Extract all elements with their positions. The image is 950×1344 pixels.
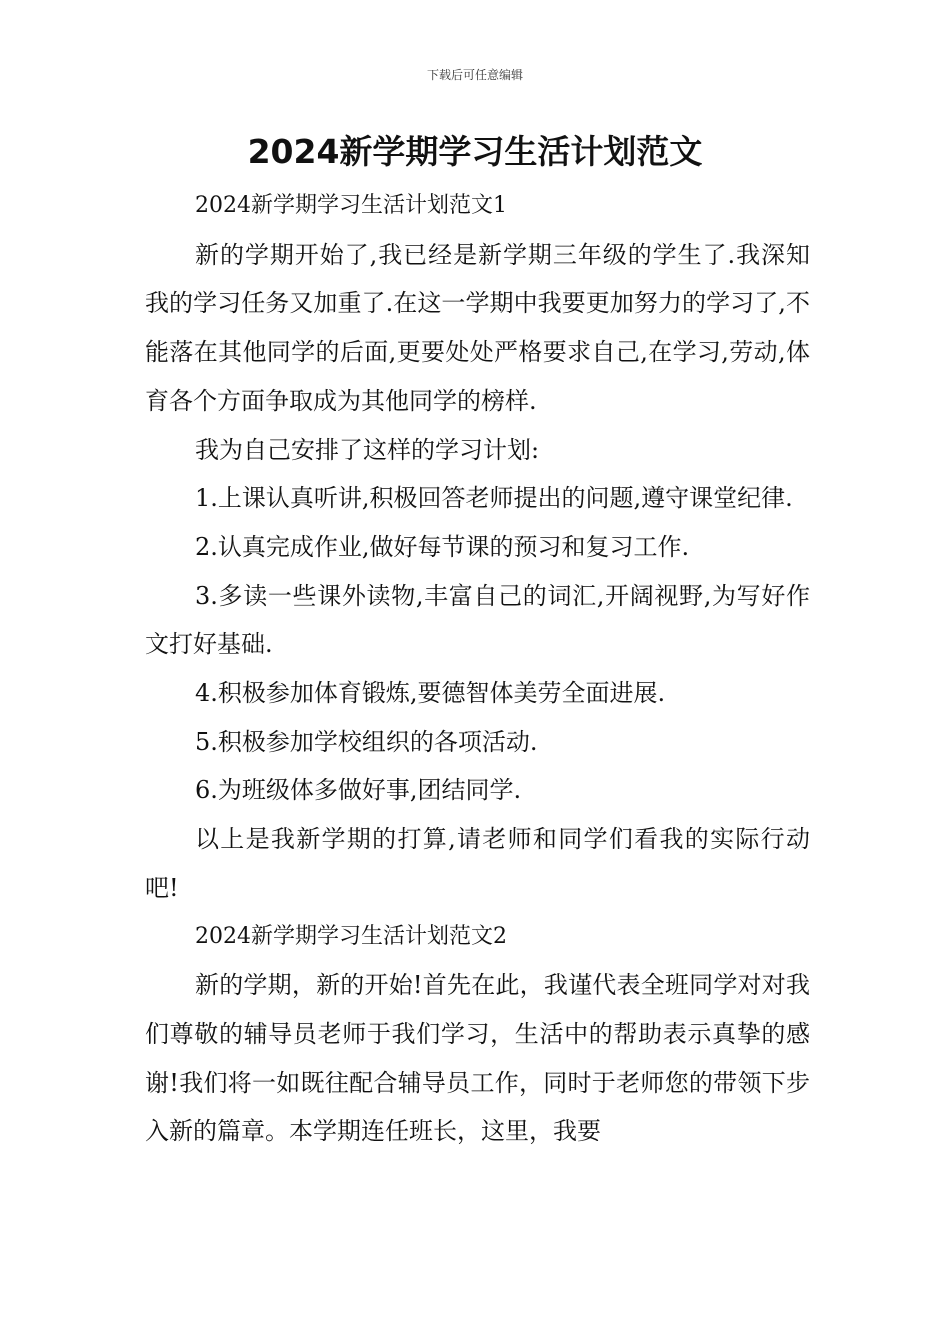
paragraph-intro: 新的学期开始了,我已经是新学期三年级的学生了.我深知我的学习任务又加重了.在这一学期中我要更加努力的学习了,不能落在其他同学的后面,更要处处严格要求自己,在学习,劳动,体育各个方面争取成为其他同学的榜样. [145, 240, 810, 415]
document-title: 2024新学期学习生活计划范文 [247, 132, 703, 171]
plan-item-5: 5.积极参加学校组织的各项活动. [195, 727, 538, 756]
plan-item-4: 4.积极参加体育锻炼,要德智体美劳全面进展. [195, 679, 666, 708]
document-body [145, 182, 810, 1156]
paragraph-closing: 以上是我新学期的打算,请老师和同学们看我的实际行动吧! [145, 825, 810, 902]
header-note: 下载后可任意编辑 [426, 68, 523, 82]
section-heading-1: 2024新学期学习生活计划范文1 [195, 193, 507, 218]
section-heading-2: 2024新学期学习生活计划范文2 [195, 923, 507, 949]
plan-item-1: 1.上课认真听讲,积极回答老师提出的问题,遵守课堂纪律. [195, 484, 793, 513]
paragraph-plan-lead: 我为自己安排了这样的学习计划: [195, 435, 540, 464]
paragraph-section-2: 新的学期，新的开始!首先在此，我谨代表全班同学对对我们尊敬的辅导员老师于我们学习，生活中的帮助表示真挚的感谢!我们将一如既往配合辅导员工作，同时于老师您的带领下步入新的篇章。本学期连任班长，这里，我要 [145, 971, 810, 1146]
plan-item-3: 3.多读一些课外读物,丰富自己的词汇,开阔视野,为写好作文打好基础. [145, 581, 810, 659]
plan-item-2: 2.认真完成作业,做好每节课的预习和复习工作. [195, 532, 690, 561]
plan-item-6: 6.为班级体多做好事,团结同学. [195, 776, 522, 805]
